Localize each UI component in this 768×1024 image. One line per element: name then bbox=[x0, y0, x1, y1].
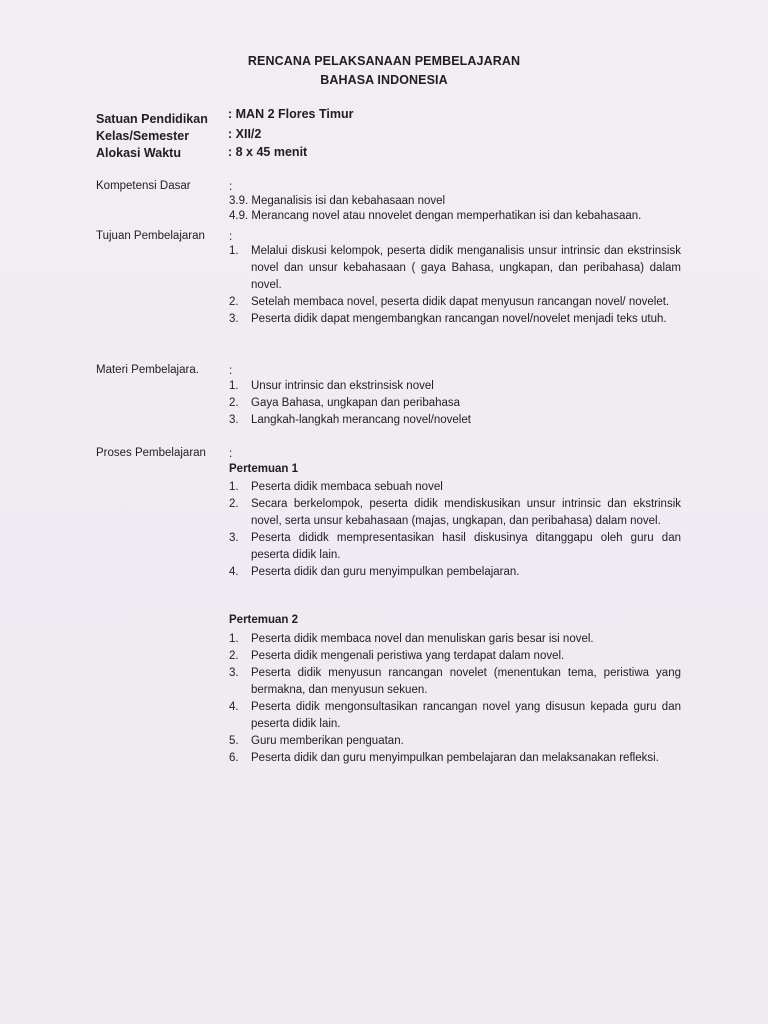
proses-colon: : bbox=[229, 448, 233, 460]
kompetensi-colon: : bbox=[229, 181, 233, 193]
kompetensi-label: Kompetensi Dasar bbox=[96, 180, 191, 192]
tujuan-label: Tujuan Pembelajaran bbox=[96, 230, 205, 242]
list-item: 6. Peserta didik dan guru menyimpulkan pembelajaran dan melaksanakan refleksi. bbox=[229, 752, 659, 764]
pertemuan-2-list bbox=[229, 631, 681, 767]
proses-label: Proses Pembelajaran bbox=[96, 447, 206, 459]
list-item: 3. Langkah-langkah merancang novel/novelet bbox=[229, 414, 471, 426]
document-title: RENCANA PELAKSANAAN PEMBELAJARAN bbox=[247, 54, 521, 68]
list-item: 1. Peserta didik membaca sebuah novel bbox=[229, 481, 443, 493]
kompetensi-item: 3.9. Meganalisis isi dan kebahasaan novel bbox=[229, 195, 446, 207]
list-item: 2. Setelah membaca novel, peserta didik dapat menyusun rancangan novel/ novelet. bbox=[229, 296, 670, 308]
list-item: 3. Peserta didik dapat mengembangkan rancangan novel/novelet menjadi teks utuh. bbox=[229, 313, 667, 325]
header-label-satuan: Satuan Pendidikan bbox=[96, 112, 208, 126]
header-value-alokasi: : 8 x 45 menit bbox=[228, 145, 308, 159]
pertemuan-1-title: Pertemuan 1 bbox=[229, 463, 299, 475]
list-item: 1. Peserta didik membaca novel dan menuliskan garis besar isi novel. bbox=[229, 633, 594, 645]
header-label-kelas: Kelas/Semester bbox=[96, 129, 190, 143]
materi-label: Materi Pembelajara. bbox=[96, 364, 199, 376]
header-label-alokasi: Alokasi Waktu bbox=[96, 146, 181, 160]
list-item: 2. Peserta didik mengenali peristiwa yang terdapat dalam novel. bbox=[229, 650, 565, 662]
pertemuan-2-title: Pertemuan 2 bbox=[229, 614, 299, 626]
pertemuan-1-list bbox=[229, 479, 681, 581]
tujuan-list bbox=[229, 243, 681, 328]
document-subtitle: BAHASA INDONESIA bbox=[320, 73, 448, 87]
list-item: 2. Secara berkelompok, peserta didik mendiskusikan unsur intrinsic dan ekstrinsik novel, serta unsur kebahasaan (majas, ungkapan, dan peribahasa) dalam novel. bbox=[229, 498, 681, 527]
list-item: 4. Peserta didik mengonsultasikan rancangan novel yang disusun kepada guru dan peserta didik lain. bbox=[229, 701, 681, 730]
list-item: 2. Gaya Bahasa, ungkapan dan peribahasa bbox=[229, 397, 461, 409]
header-value-satuan: : MAN 2 Flores Timur bbox=[228, 107, 354, 121]
list-item: 1. Melalui diskusi kelompok, peserta didik menganalisis unsur intrinsic dan ekstrinsisk novel dan unsur kebahasaan ( gaya Bahasa, ungkapan, dan peribahasa) dalam novel. bbox=[229, 245, 681, 291]
list-item: 4. Peserta didik dan guru menyimpulkan pembelajaran. bbox=[229, 566, 520, 578]
list-item: 3. Peserta didik menyusun rancangan novelet (menentukan tema, peristiwa yang bermakna, dan menyusun sekuen. bbox=[229, 667, 681, 696]
header-value-kelas: : XII/2 bbox=[228, 127, 262, 141]
tujuan-colon: : bbox=[229, 231, 233, 243]
list-item: 1. Unsur intrinsic dan ekstrinsisk novel bbox=[229, 380, 434, 392]
materi-list bbox=[229, 378, 681, 429]
list-item: 5. Guru memberikan penguatan. bbox=[229, 735, 404, 747]
kompetensi-item: 4.9. Merancang novel atau nnovelet dengan memperhatikan isi dan kebahasaan. bbox=[229, 210, 642, 222]
list-item: 3. Peserta dididk mempresentasikan hasil diskusinya ditanggapu oleh guru dan peserta didik lain. bbox=[229, 532, 681, 561]
materi-colon: : bbox=[229, 365, 233, 377]
